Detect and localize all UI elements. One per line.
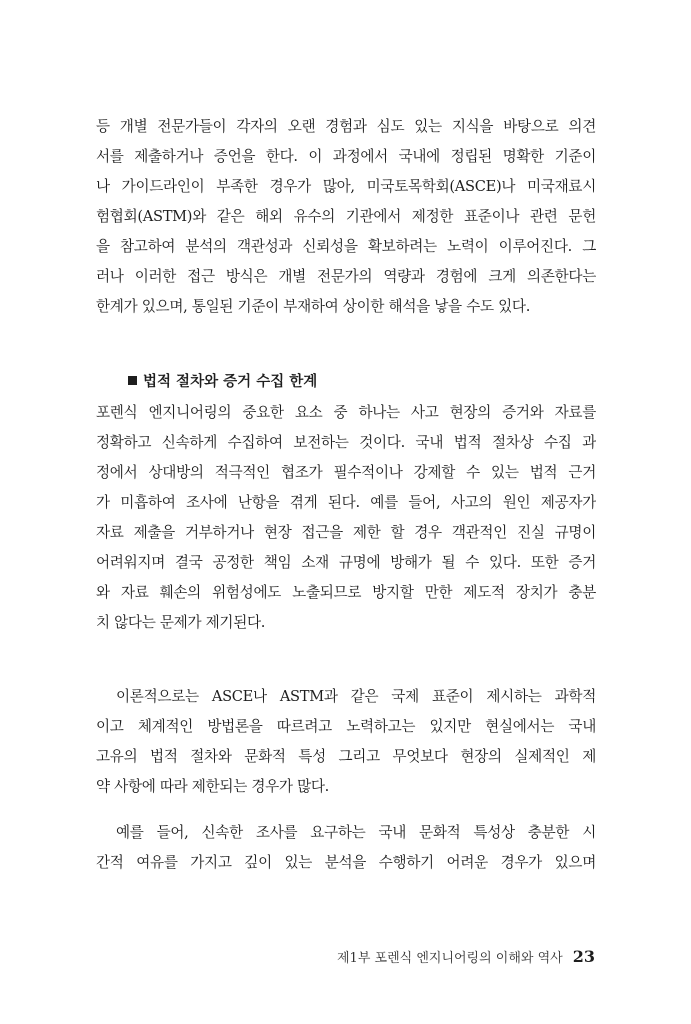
text-line: 치 않다는 문제가 제기된다. [96, 614, 266, 631]
text-line: 러나 이러한 접근 방식은 개별 전문가의 역량과 경험에 크게 의존한다는 [96, 268, 596, 285]
text-line: 자료 제출을 거부하거나 현장 접근을 제한 할 경우 객관적인 진실 규명이 [96, 524, 596, 541]
text-line: 포렌식 엔지니어링의 중요한 요소 중 하나는 사고 현장의 증거와 자료를 [96, 404, 596, 421]
section-heading-text: 법적 절차와 증거 수집 한계 [143, 374, 318, 390]
text-line: 가 미흡하여 조사에 난항을 겪게 된다. 예를 들어, 사고의 원인 제공자가 [96, 494, 596, 511]
text-line: 어려워지며 결국 공정한 책임 소재 규명에 방해가 될 수 있다. 또한 증거 [96, 554, 596, 571]
paragraph-legal-procedure [96, 398, 596, 638]
square-bullet-icon [128, 376, 137, 385]
text-line: 정에서 상대방의 적극적인 협조가 필수적이나 강제할 수 있는 법적 근거 [96, 464, 596, 481]
text-line: 등 개별 전문가들이 각자의 오랜 경험과 심도 있는 지식을 바탕으로 의견 [96, 118, 596, 135]
page-footer [337, 947, 595, 969]
text-line: 을 참고하여 분석의 객관성과 신뢰성을 확보하려는 노력이 이루어진다. 그 [96, 238, 596, 255]
paragraph-theory [96, 682, 596, 802]
text-line: 와 자료 훼손의 위험성에도 노출되므로 방지할 만한 제도적 장치가 충분 [96, 584, 596, 601]
text-line: 고유의 법적 절차와 문화적 특성 그리고 무엇보다 현장의 실제적인 제 [96, 748, 596, 765]
section-heading [128, 371, 317, 393]
text-line: 험협회(ASTM)와 같은 해외 유수의 기관에서 제정한 표준이나 관련 문헌 [96, 208, 596, 225]
running-title: 제1부 포렌식 엔지니어링의 이해와 역사 [337, 951, 563, 966]
text-line: 서를 제출하거나 증언을 한다. 이 과정에서 국내에 정립된 명확한 기준이 [96, 148, 596, 165]
paragraph-example [96, 818, 596, 878]
text-line: 이고 체계적인 방법론을 따르려고 노력하고는 있지만 현실에서는 국내 [96, 718, 596, 735]
page-number: 23 [572, 947, 595, 966]
text-line: 나 가이드라인이 부족한 경우가 많아, 미국토목학회(ASCE)나 미국재료시 [96, 178, 596, 195]
paragraph-intro [96, 112, 596, 322]
text-line: 간적 여유를 가지고 깊이 있는 분석을 수행하기 어려운 경우가 있으며 [96, 854, 596, 871]
text-line: 이론적으로는 ASCE나 ASTM과 같은 국제 표준이 제시하는 과학적 [116, 688, 596, 705]
text-line: 정확하고 신속하게 수집하여 보전하는 것이다. 국내 법적 절차상 수집 과 [96, 434, 596, 451]
text-line: 약 사항에 따라 제한되는 경우가 많다. [96, 778, 329, 795]
text-line: 예를 들어, 신속한 조사를 요구하는 국내 문화적 특성상 충분한 시 [116, 824, 596, 841]
text-line: 한계가 있으며, 통일된 기준이 부재하여 상이한 해석을 낳을 수도 있다. [96, 298, 531, 315]
